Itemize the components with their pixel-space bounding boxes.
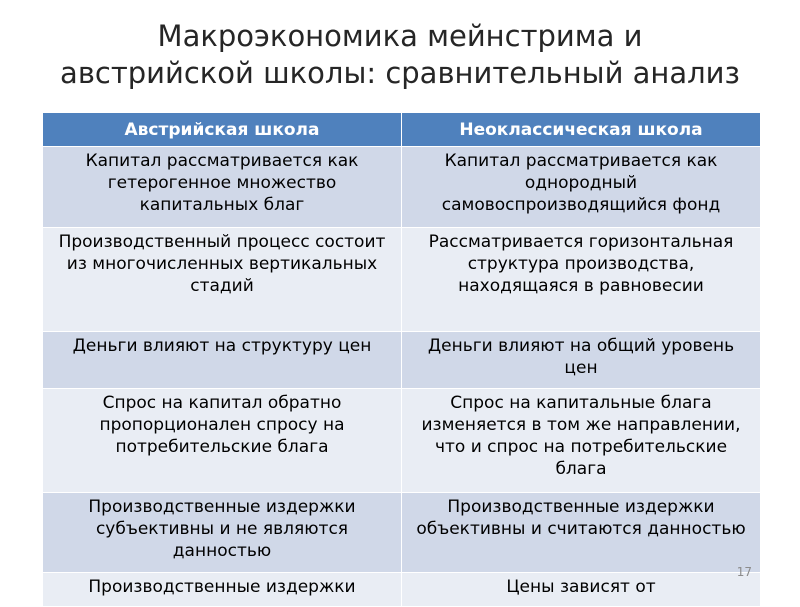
table-cell-austrian: Деньги влияют на структуру цен [43, 332, 402, 389]
slide-title: Макроэкономика мейнстрима и австрийской школы: сравнительный анализ [60, 19, 740, 90]
table-cell-neoclassical: Спрос на капитальные блага изменяется в том же направлении, что и спрос на потребительские блага [402, 389, 761, 493]
comparison-table [42, 112, 761, 607]
header-austrian-school: Австрийская школа [43, 113, 402, 147]
table-row [43, 389, 761, 493]
comparison-table-container [42, 112, 761, 607]
table-cell-neoclassical: Капитал рассматривается как однородный самовоспроизводящийся фонд [402, 147, 761, 228]
table-row [43, 573, 761, 607]
table-header-row [43, 113, 761, 147]
table-cell-austrian: Производственные издержки субъективны и не являются данностью [43, 493, 402, 573]
header-neoclassical-school: Неоклассическая школа [402, 113, 761, 147]
table-cell-austrian: Капитал рассматривается как гетерогенное множество капитальных благ [43, 147, 402, 228]
table-cell-neoclassical: Цены зависят от [402, 573, 761, 607]
table-row [43, 147, 761, 228]
table-cell-austrian: Производственные издержки [43, 573, 402, 607]
table-cell-neoclassical: Производственные издержки объективны и считаются данностью [402, 493, 761, 573]
table-cell-austrian: Производственный процесс состоит из многочисленных вертикальных стадий [43, 228, 402, 332]
page-number: 17 [736, 565, 752, 579]
table-row [43, 228, 761, 332]
table-row [43, 493, 761, 573]
table-cell-neoclassical: Деньги влияют на общий уровень цен [402, 332, 761, 389]
table-row [43, 332, 761, 389]
table-cell-austrian: Спрос на капитал обратно пропорционален спросу на потребительские блага [43, 389, 402, 493]
table-cell-neoclassical: Рассматривается горизонтальная структура производства, находящаяся в равновесии [402, 228, 761, 332]
